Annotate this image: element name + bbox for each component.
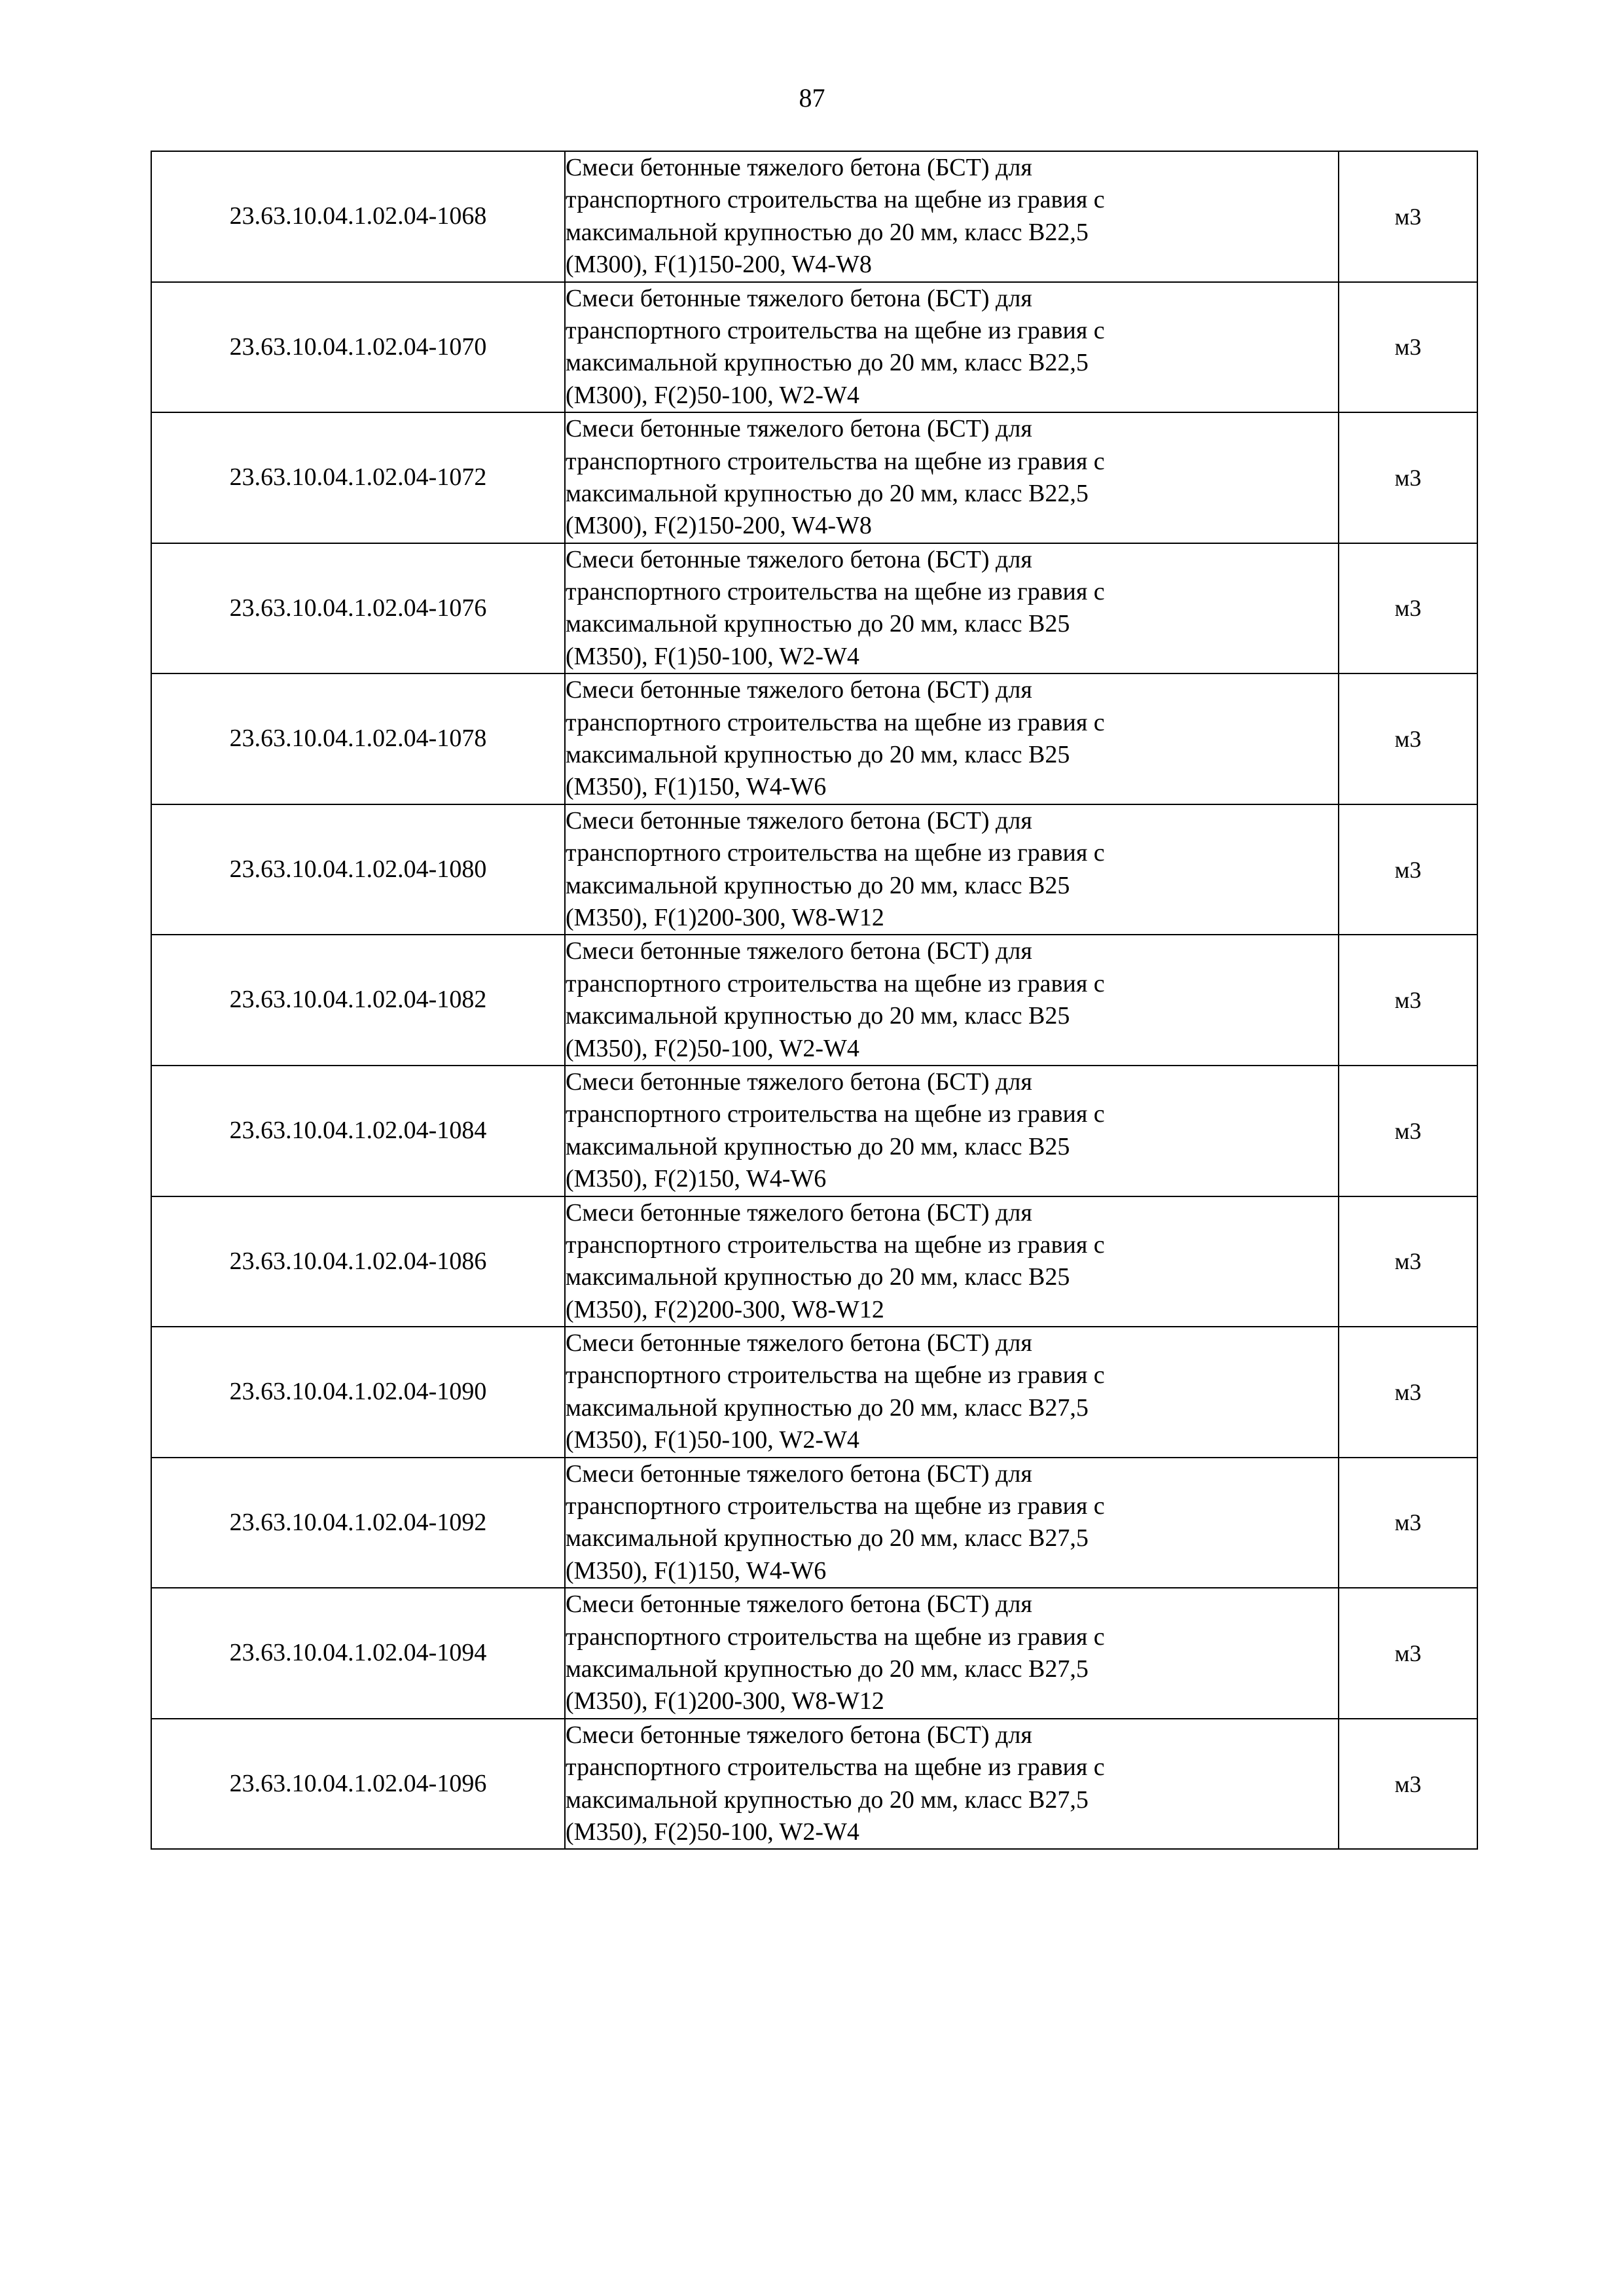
unit-cell: м3 xyxy=(1339,935,1477,1066)
resource-name-line: (М300), F(2)50-100, W2-W4 xyxy=(566,381,859,409)
resource-name-line: Смеси бетонные тяжелого бетона (БСТ) для xyxy=(566,676,1032,704)
resource-name-line: транспортного строительства на щебне из гравия с xyxy=(566,839,1105,867)
resource-name-line: максимальной крупностью до 20 мм, класс В22,5 xyxy=(566,349,1089,377)
resource-code-cell: 23.63.10.04.1.02.04-1076 xyxy=(151,543,565,674)
table-row xyxy=(151,935,1477,1066)
resource-code-cell: 23.63.10.04.1.02.04-1084 xyxy=(151,1066,565,1196)
resource-code-cell: 23.63.10.04.1.02.04-1086 xyxy=(151,1196,565,1327)
resource-name-cell xyxy=(565,282,1339,413)
table-row xyxy=(151,282,1477,413)
price-registry-table xyxy=(151,151,1478,1850)
resource-name-line: максимальной крупностью до 20 мм, класс В22,5 xyxy=(566,218,1089,246)
resource-name-line: транспортного строительства на щебне из гравия с xyxy=(566,578,1105,606)
resource-code-cell: 23.63.10.04.1.02.04-1082 xyxy=(151,935,565,1066)
resource-name-line: Смеси бетонные тяжелого бетона (БСТ) для xyxy=(566,154,1032,181)
table-row xyxy=(151,543,1477,674)
resource-name-line: транспортного строительства на щебне из гравия с xyxy=(566,1753,1105,1782)
table-row xyxy=(151,1196,1477,1327)
resource-name-line: (М350), F(1)50-100, W2-W4 xyxy=(566,642,859,670)
table-row xyxy=(151,412,1477,543)
resource-name-cell xyxy=(565,1066,1339,1196)
resource-code-cell: 23.63.10.04.1.02.04-1094 xyxy=(151,1588,565,1719)
resource-name-line: Смеси бетонные тяжелого бетона (БСТ) для xyxy=(566,1329,1032,1357)
table-row xyxy=(151,1458,1477,1588)
resource-name-line: максимальной крупностью до 20 мм, класс В25 xyxy=(566,610,1070,638)
unit-cell: м3 xyxy=(1339,1196,1477,1327)
resource-name-line: максимальной крупностью до 20 мм, класс В25 xyxy=(566,1002,1070,1030)
resource-name-line: максимальной крупностью до 20 мм, класс В27,5 xyxy=(566,1393,1089,1422)
resource-name-line: транспортного строительства на щебне из гравия с xyxy=(566,969,1105,997)
unit-cell: м3 xyxy=(1339,151,1477,282)
resource-name-line: Смеси бетонные тяжелого бетона (БСТ) для xyxy=(566,1067,1032,1096)
resource-name-cell xyxy=(565,151,1339,282)
unit-cell: м3 xyxy=(1339,412,1477,543)
resource-code-cell: 23.63.10.04.1.02.04-1070 xyxy=(151,282,565,413)
table-row xyxy=(151,1066,1477,1196)
resource-name-cell xyxy=(565,673,1339,804)
resource-name-line: Смеси бетонные тяжелого бетона (БСТ) для xyxy=(566,415,1032,443)
resource-name-line: (М300), F(2)150-200, W4-W8 xyxy=(566,512,872,540)
resource-name-line: транспортного строительства на щебне из гравия с xyxy=(566,186,1105,214)
resource-name-line: (М300), F(1)150-200, W4-W8 xyxy=(566,251,872,279)
resource-name-line: Смеси бетонные тяжелого бетона (БСТ) для xyxy=(566,937,1032,965)
table-row xyxy=(151,804,1477,935)
resource-name-line: транспортного строительства на щебне из гравия с xyxy=(566,1492,1105,1520)
resource-name-cell xyxy=(565,804,1339,935)
resource-name-line: Смеси бетонные тяжелого бетона (БСТ) для xyxy=(566,545,1032,573)
resource-name-cell xyxy=(565,543,1339,674)
resource-name-line: транспортного строительства на щебне из гравия с xyxy=(566,1230,1105,1259)
page-number: 87 xyxy=(799,83,825,113)
resource-name-line: максимальной крупностью до 20 мм, класс В25 xyxy=(566,1132,1070,1160)
unit-cell: м3 xyxy=(1339,1588,1477,1719)
resource-name-line: (М350), F(2)200-300, W8-W12 xyxy=(566,1295,884,1323)
resource-name-line: максимальной крупностью до 20 мм, класс В27,5 xyxy=(566,1785,1089,1814)
unit-cell: м3 xyxy=(1339,1066,1477,1196)
resource-name-line: (М350), F(1)200-300, W8-W12 xyxy=(566,1687,884,1715)
unit-cell: м3 xyxy=(1339,282,1477,413)
resource-name-line: (М350), F(1)200-300, W8-W12 xyxy=(566,903,884,931)
resource-name-line: (М350), F(2)50-100, W2-W4 xyxy=(566,1818,859,1846)
table-row xyxy=(151,1719,1477,1850)
resource-name-line: максимальной крупностью до 20 мм, класс В22,5 xyxy=(566,479,1089,507)
resource-name-line: (М350), F(1)50-100, W2-W4 xyxy=(566,1426,859,1454)
resource-name-cell xyxy=(565,935,1339,1066)
resource-code-cell: 23.63.10.04.1.02.04-1078 xyxy=(151,673,565,804)
unit-cell: м3 xyxy=(1339,673,1477,804)
resource-name-line: Смеси бетонные тяжелого бетона (БСТ) для xyxy=(566,806,1032,834)
resource-name-line: максимальной крупностью до 20 мм, класс В25 xyxy=(566,871,1070,899)
resource-code-cell: 23.63.10.04.1.02.04-1080 xyxy=(151,804,565,935)
resource-code-cell: 23.63.10.04.1.02.04-1072 xyxy=(151,412,565,543)
resource-name-line: транспортного строительства на щебне из гравия с xyxy=(566,1623,1105,1651)
resource-name-line: максимальной крупностью до 20 мм, класс В27,5 xyxy=(566,1524,1089,1552)
unit-cell: м3 xyxy=(1339,1719,1477,1850)
unit-cell: м3 xyxy=(1339,543,1477,674)
unit-cell: м3 xyxy=(1339,1458,1477,1588)
resource-name-line: Смеси бетонные тяжелого бетона (БСТ) для xyxy=(566,1721,1032,1749)
resource-name-line: (М350), F(2)50-100, W2-W4 xyxy=(566,1034,859,1062)
table-row xyxy=(151,151,1477,282)
resource-name-line: Смеси бетонные тяжелого бетона (БСТ) для xyxy=(566,1590,1032,1619)
table-row xyxy=(151,1327,1477,1458)
resource-name-cell xyxy=(565,1196,1339,1327)
resource-name-line: транспортного строительства на щебне из гравия с xyxy=(566,447,1105,475)
table-body xyxy=(151,151,1477,1849)
resource-name-line: транспортного строительства на щебне из гравия с xyxy=(566,1361,1105,1390)
resource-code-cell: 23.63.10.04.1.02.04-1090 xyxy=(151,1327,565,1458)
resource-name-line: Смеси бетонные тяжелого бетона (БСТ) для xyxy=(566,284,1032,312)
resource-name-line: Смеси бетонные тяжелого бетона (БСТ) для xyxy=(566,1460,1032,1488)
resource-name-cell xyxy=(565,1458,1339,1588)
table-row xyxy=(151,1588,1477,1719)
resource-name-cell xyxy=(565,1719,1339,1850)
table-row xyxy=(151,673,1477,804)
resource-name-line: Смеси бетонные тяжелого бетона (БСТ) для xyxy=(566,1198,1032,1227)
resource-name-cell xyxy=(565,1588,1339,1719)
resource-name-line: максимальной крупностью до 20 мм, класс В27,5 xyxy=(566,1655,1089,1683)
resource-name-cell xyxy=(565,412,1339,543)
resource-name-line: (М350), F(1)150, W4-W6 xyxy=(566,773,827,801)
resource-code-cell: 23.63.10.04.1.02.04-1092 xyxy=(151,1458,565,1588)
resource-name-line: максимальной крупностью до 20 мм, класс В25 xyxy=(566,741,1070,769)
resource-name-line: транспортного строительства на щебне из гравия с xyxy=(566,316,1105,344)
resource-name-line: максимальной крупностью до 20 мм, класс В25 xyxy=(566,1263,1070,1291)
resource-code-cell: 23.63.10.04.1.02.04-1096 xyxy=(151,1719,565,1850)
resource-name-line: (М350), F(1)150, W4-W6 xyxy=(566,1556,827,1585)
resource-name-line: транспортного строительства на щебне из гравия с xyxy=(566,708,1105,736)
resource-code-cell: 23.63.10.04.1.02.04-1068 xyxy=(151,151,565,282)
resource-name-line: транспортного строительства на щебне из гравия с xyxy=(566,1100,1105,1128)
resource-name-cell xyxy=(565,1327,1339,1458)
unit-cell: м3 xyxy=(1339,1327,1477,1458)
unit-cell: м3 xyxy=(1339,804,1477,935)
resource-name-line: (М350), F(2)150, W4-W6 xyxy=(566,1165,827,1193)
